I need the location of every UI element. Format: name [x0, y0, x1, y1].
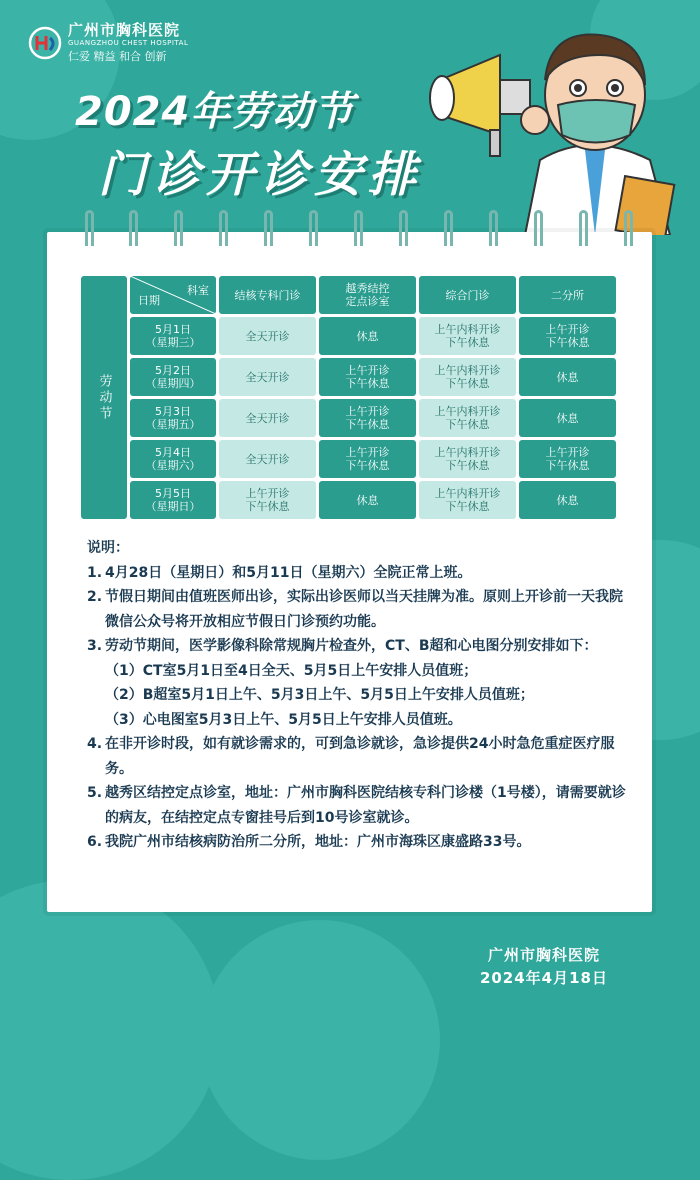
holiday-side-label: 劳动节 — [81, 276, 127, 519]
bg-circle — [0, 880, 220, 1180]
footer-date: 2024年4月18日 — [479, 969, 608, 987]
note-item — [87, 634, 627, 659]
notes-title: 说明： — [87, 540, 129, 556]
table-cell: 休息 — [519, 481, 616, 519]
row-date: 5月4日 （星期六） — [130, 440, 216, 478]
table-corner-header — [130, 276, 216, 314]
corner-dept-label: 科室 — [187, 284, 209, 297]
hospital-name-en: GUANGZHOU CHEST HOSPITAL — [68, 39, 189, 47]
schedule-table — [81, 276, 619, 518]
binder-ring — [85, 210, 94, 246]
megaphone-icon — [430, 55, 530, 156]
note-text: 我院广州市结核病防治所二分所，地址：广州市海珠区康盛路33号。 — [105, 834, 531, 850]
table-cell: 上午开诊 下午休息 — [219, 481, 316, 519]
note-text: 越秀区结控定点诊室，地址：广州市胸科医院结核专科门诊楼（1号楼），请需要就诊的病友，在结控定点专窗挂号后到10号诊室就诊。 — [105, 785, 626, 826]
binder-ring — [534, 210, 543, 246]
binder-ring — [264, 210, 273, 246]
table-cell: 上午内科开诊 下午休息 — [419, 317, 516, 355]
footer-signature — [480, 944, 608, 990]
binder-ring — [399, 210, 408, 246]
row-date: 5月5日 （星期日） — [130, 481, 216, 519]
table-cell: 休息 — [519, 358, 616, 396]
table-cell: 全天开诊 — [219, 358, 316, 396]
page-title-line2: 门诊开诊安排 — [98, 147, 423, 203]
binder-ring — [624, 210, 633, 246]
binder-ring — [174, 210, 183, 246]
note-number: 6. — [87, 834, 103, 850]
binder-ring — [129, 210, 138, 246]
table-cell: 全天开诊 — [219, 440, 316, 478]
table-cell: 上午开诊 下午休息 — [319, 399, 416, 437]
table-cell: 全天开诊 — [219, 317, 316, 355]
note-number: 3. — [87, 638, 103, 654]
table-cell: 休息 — [519, 399, 616, 437]
footer-org: 广州市胸科医院 — [487, 946, 600, 964]
table-cell: 上午开诊 下午休息 — [519, 440, 616, 478]
note-subitem: （2）B超室5月1日上午、5月3日上午、5月5日上午安排人员值班； — [105, 687, 534, 703]
table-cell: 上午开诊 下午休息 — [519, 317, 616, 355]
table-cell: 上午开诊 下午休息 — [319, 440, 416, 478]
table-cell: 休息 — [319, 481, 416, 519]
binder-ring — [309, 210, 318, 246]
note-text: 在非开诊时段，如有就诊需求的，可到急诊就诊，急诊提供24小时急危重症医疗服务。 — [105, 736, 615, 777]
column-header: 越秀结控 定点诊室 — [319, 276, 416, 314]
page-title-line1: 2024年劳动节 — [75, 89, 355, 135]
note-number: 5. — [87, 785, 103, 801]
note-item — [87, 585, 627, 634]
table-cell: 全天开诊 — [219, 399, 316, 437]
schedule-card — [47, 232, 652, 912]
column-header: 结核专科门诊 — [219, 276, 316, 314]
binder-ring — [444, 210, 453, 246]
note-number: 2. — [87, 589, 103, 605]
binder-ring — [579, 210, 588, 246]
hospital-logo — [28, 22, 188, 64]
note-text: 4月28日（星期日）和5月11日（星期六）全院正常上班。 — [105, 564, 472, 581]
binder-ring — [219, 210, 228, 246]
note-item — [87, 732, 627, 781]
column-header: 二分所 — [519, 276, 616, 314]
row-date: 5月1日 （星期三） — [130, 317, 216, 355]
corner-date-label: 日期 — [138, 294, 160, 307]
table-cell: 上午开诊 下午休息 — [319, 358, 416, 396]
table-cell: 上午内科开诊 下午休息 — [419, 358, 516, 396]
table-cell: 上午内科开诊 下午休息 — [419, 481, 516, 519]
note-number: 1. — [87, 564, 103, 581]
row-date: 5月2日 （星期四） — [130, 358, 216, 396]
note-number: 4. — [87, 736, 103, 752]
hospital-slogan: 仁爱 精益 和合 创新 — [68, 50, 167, 63]
table-cell: 上午内科开诊 下午休息 — [419, 399, 516, 437]
note-item — [87, 561, 627, 586]
note-text: 节假日期间由值班医师出诊，实际出诊医师以当天挂牌为准。原则上开诊前一天我院微信公众号将开放相应节假日门诊预约功能。 — [105, 589, 623, 630]
hospital-logo-icon — [28, 26, 62, 60]
note-subitem: （1）CT室5月1日至4日全天、5月5日上午安排人员值班； — [105, 662, 478, 679]
doctor-megaphone-illustration — [420, 20, 680, 235]
binder-ring — [354, 210, 363, 246]
note-subitem: （3）心电图室5月3日上午、5月5日上午安排人员值班。 — [105, 711, 462, 728]
binder-ring — [489, 210, 498, 246]
bg-circle — [200, 920, 440, 1160]
notes-section — [87, 536, 627, 855]
hospital-name-cn: 广州市胸科医院 — [68, 21, 181, 39]
table-cell: 上午内科开诊 下午休息 — [419, 440, 516, 478]
note-item — [87, 830, 627, 855]
note-item — [87, 781, 627, 830]
table-cell: 休息 — [319, 317, 416, 355]
note-text: 劳动节期间，医学影像科除常规胸片检查外，CT、B超和心电图分别安排如下： — [105, 638, 598, 654]
column-header: 综合门诊 — [419, 276, 516, 314]
row-date: 5月3日 （星期五） — [130, 399, 216, 437]
